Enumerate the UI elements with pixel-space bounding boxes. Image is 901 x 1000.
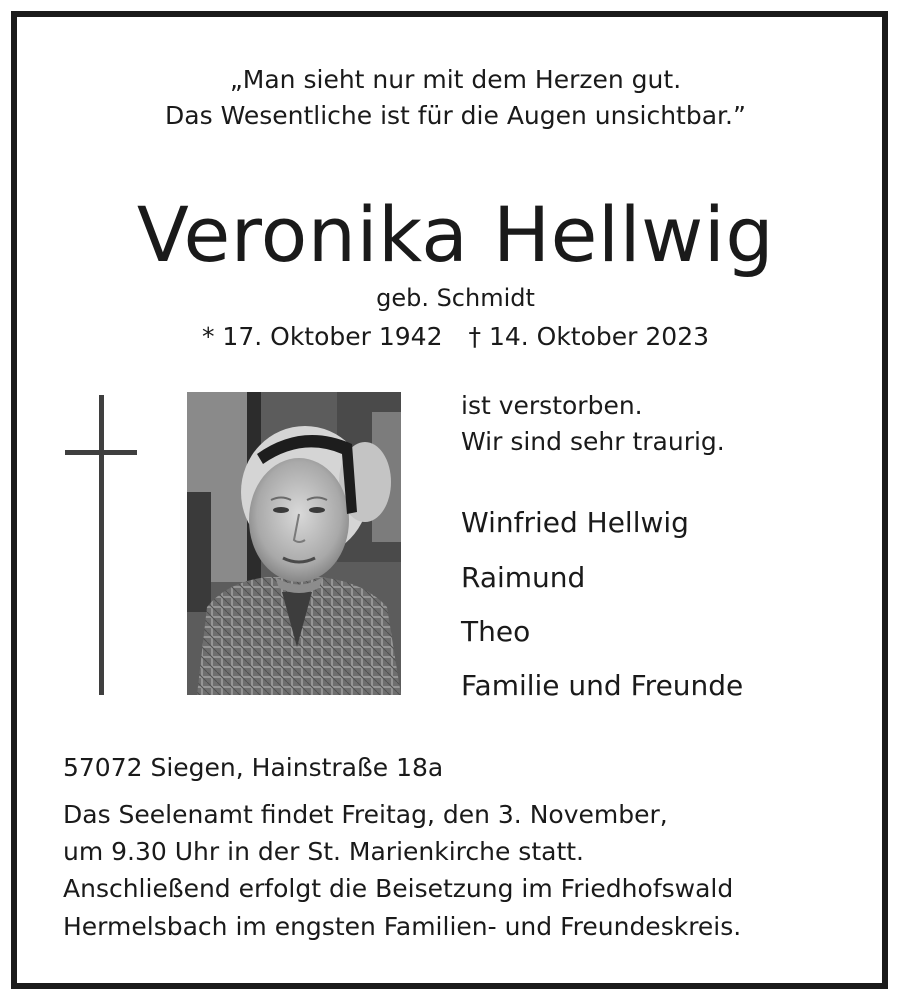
deceased-name: Veronika Hellwig [136, 190, 775, 279]
service-line-1: Das Seelenamt findet Freitag, den 3. November, [63, 800, 668, 829]
message-line-1: ist verstorben. [461, 391, 643, 420]
message-line-2: Wir sind sehr traurig. [461, 427, 725, 456]
mourner-name: Raimund [461, 561, 586, 594]
birth-date: * 17. Oktober 1942 [201, 322, 443, 351]
service-line-2: um 9.30 Uhr in der St. Marienkirche statt. [63, 837, 585, 866]
portrait-photo [187, 392, 401, 695]
address: 57072 Siegen, Hainstraße 18a [63, 753, 444, 782]
mourner-name: Familie und Freunde [461, 669, 744, 702]
service-line-4: Hermelsbach im engsten Familien- und Freundeskreis. [63, 912, 742, 941]
mourner-name: Theo [461, 615, 531, 648]
service-line-3: Anschließend erfolgt die Beisetzung im Friedhofswald [63, 874, 734, 903]
quote-line-2: Das Wesentliche ist für die Augen unsichtbar.” [165, 101, 746, 130]
quote-line-1: „Man sieht nur mit dem Herzen gut. [229, 65, 682, 94]
death-date: † 14. Oktober 2023 [468, 322, 710, 351]
cross-horizontal-beam [65, 450, 137, 455]
cross-vertical-beam [99, 395, 104, 695]
obituary-card [11, 11, 888, 989]
life-dates [17, 319, 894, 355]
birth-name: geb. Schmidt [376, 284, 535, 312]
mourner-name: Winfried Hellwig [461, 506, 689, 539]
portrait-illustration [187, 392, 401, 695]
